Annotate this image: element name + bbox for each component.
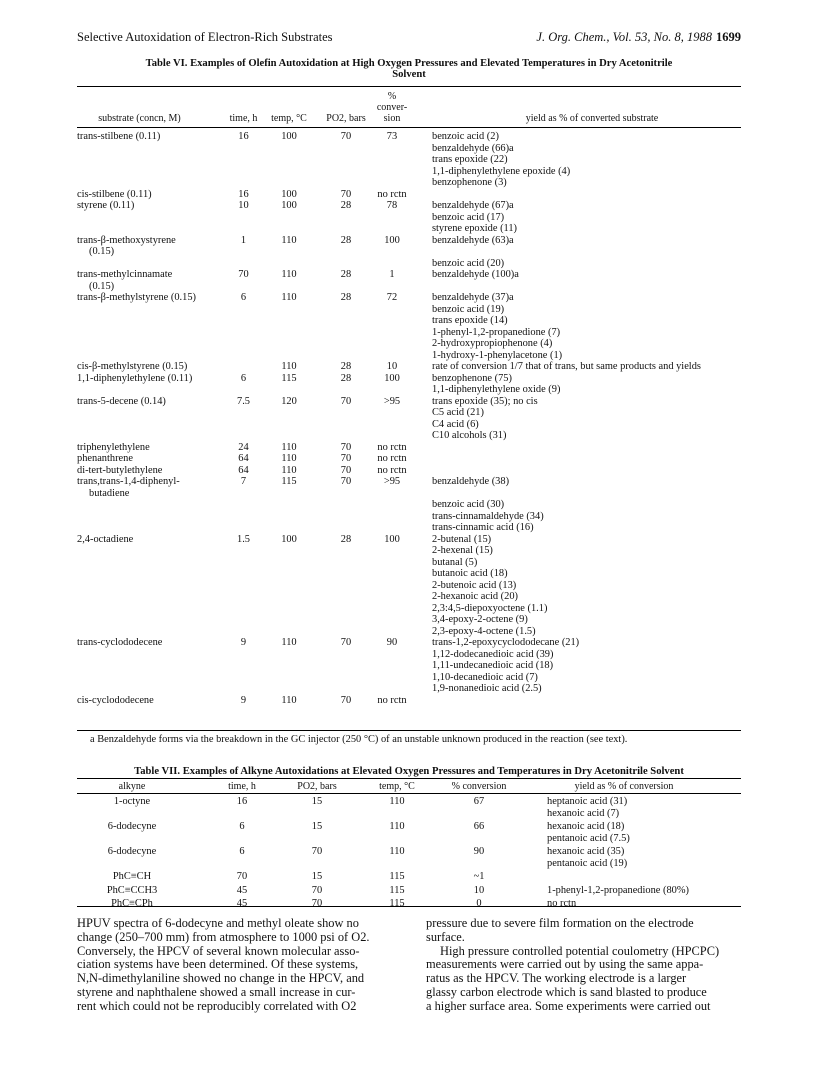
table6-yield-item: trans epoxide (14): [432, 315, 508, 326]
table7-time: 70: [236, 871, 248, 882]
table6-pressure: 70: [340, 131, 352, 142]
running-head-journal: [536, 30, 741, 45]
table6-temp: 120: [281, 395, 297, 407]
table6-substrate: styrene (0.11): [77, 200, 135, 211]
table6-time: 6: [240, 292, 247, 303]
table6-conversion: 78: [386, 200, 398, 211]
table6-yield-item: benzaldehyde (63)a: [432, 234, 514, 246]
table7-pressure: 15: [311, 821, 323, 832]
table6-conversion: 100: [384, 533, 400, 545]
table6-pressure: 70: [340, 637, 352, 648]
table6-temp: 110: [281, 694, 297, 706]
table7-header-alkyne: alkyne: [118, 781, 146, 792]
table6-yield-item: 1-phenyl-1,2-propanedione (7): [432, 326, 561, 338]
table7-pressure: 15: [311, 796, 323, 807]
table6-pressure: 70: [340, 395, 352, 407]
table7-pressure: 70: [311, 846, 323, 857]
table7-pressure: 70: [311, 898, 323, 909]
table6-time: 1.5: [237, 533, 250, 545]
table6-time: 9: [240, 694, 247, 706]
table6-pressure: 28: [340, 533, 352, 545]
table7-header-yield: yield as % of conversion: [574, 781, 674, 792]
table6-substrate: trans-5-decene (0.14): [77, 395, 166, 407]
table6-time: 7: [240, 476, 247, 487]
table6-conversion: 10: [386, 361, 398, 372]
body-text-line: rent which could not be reproducibly correlated with O2: [77, 998, 357, 1013]
table6-temp: 110: [281, 292, 297, 303]
table6-yield-item: benzoic acid (2): [432, 131, 499, 142]
table6-yield-item: 1,12-dodecanedioic acid (39): [432, 648, 554, 660]
table6-conversion: no rctn: [377, 453, 407, 464]
table6-yield-item: benzaldehyde (37)a: [432, 292, 514, 303]
table6-yield-item: 2-butenal (15): [432, 533, 492, 545]
table7-pressure: 15: [311, 871, 323, 882]
table6-substrate: trans-β-methoxystyrene: [77, 234, 176, 246]
table7-header-pressure: PO2, bars: [297, 781, 337, 792]
table7-temp: 110: [389, 796, 405, 807]
table6: [77, 90, 741, 730]
body-text-line: surface.: [426, 929, 465, 944]
table6-pressure: 28: [340, 372, 352, 384]
table6-yield-item: benzoic acid (20): [432, 257, 505, 269]
body-text-line: a higher surface area. Some experiments were carried out: [426, 998, 711, 1013]
table6-yield-item: 1,11-undecanedioic acid (18): [432, 660, 554, 671]
table6-yield-item: C10 alcohols (31): [432, 430, 507, 441]
table6-conversion: 73: [386, 131, 398, 142]
table7-alkyne: 1-octyne: [113, 796, 151, 807]
table6-yield-item: 1,9-nonanedioic acid (2.5): [432, 683, 542, 694]
table7-temp: 115: [389, 871, 405, 882]
table6-time: 16: [238, 131, 249, 142]
table6-time: 10: [238, 200, 249, 211]
table6-temp: 110: [281, 464, 297, 476]
table6-substrate: cis-cyclododecene: [77, 694, 154, 706]
table6-pressure: 28: [340, 234, 352, 246]
table6-substrate: phenanthrene: [77, 453, 133, 464]
table7-alkyne: 6-dodecyne: [107, 846, 157, 857]
table7-time: 6: [239, 821, 245, 832]
table7-time: 45: [236, 884, 248, 896]
table6-caption-line2: Solvent: [392, 69, 426, 80]
table6-bottom-rule: [77, 730, 741, 731]
table6-conversion: no rctn: [377, 441, 407, 453]
table6-yield-item: 2,3-epoxy-4-octene (1.5): [432, 625, 536, 637]
table6-substrate: trans-β-methylstyrene (0.15): [77, 292, 196, 303]
table6-header-substrate: substrate (concn, M): [98, 113, 181, 124]
table6-temp: 110: [281, 441, 297, 453]
table6-pressure: 70: [340, 441, 352, 453]
table7-yield-item: pentanoic acid (19): [547, 857, 628, 869]
table6-time: 64: [238, 464, 249, 476]
table6-substrate: di-tert-butylethylene: [77, 464, 163, 476]
table7-pressure: 70: [311, 884, 323, 896]
table6-yield-item: rate of conversion 1/7 that of trans, but same products and yields: [432, 361, 701, 372]
table6-yield-item: C4 acid (6): [432, 418, 479, 430]
table7-caption: Table VII. Examples of Alkyne Autoxidations at Elevated Oxygen Pressures and Temperatures in Dry Acetonitrile Solvent: [134, 766, 684, 777]
table6-conversion: 72: [386, 292, 398, 303]
table6-header-time: time, h: [229, 113, 258, 124]
body-text-line: measurements were carried out by using the same appa-: [426, 957, 704, 972]
table6-yield-item: benzoic acid (17): [432, 211, 505, 223]
body-text-line: glassy carbon electrode which is sand blasted to produce: [426, 984, 707, 999]
body-text-line: HPUV spectra of 6-dodecyne and methyl oleate show no: [77, 916, 359, 930]
table7-yield-item: pentanoic acid (7.5): [547, 832, 630, 844]
table6-time: 6: [240, 372, 247, 384]
table6-yield-item: 2-hydroxypropiophenone (4): [432, 338, 553, 349]
table7-yield-item: heptanoic acid (31): [547, 796, 628, 807]
table6-yield-item: trans epoxide (35); no cis: [432, 395, 538, 407]
page-number: 1699: [716, 30, 741, 44]
body-text-line: ciation systems have been determined. Of these systems,: [77, 957, 359, 972]
table6-yield-item: 2,3:4,5-diepoxyoctene (1.1): [432, 602, 548, 614]
table6-temp: 110: [281, 453, 297, 464]
table6-yield-item: benzophenone (75): [432, 372, 512, 384]
table6-pressure: 28: [340, 269, 352, 280]
body-text-line: N,N-dimethylaniline showed no change in the HPCV, and: [77, 971, 365, 986]
table6-time: 9: [240, 637, 247, 648]
table6-substrate-continued: (0.15): [89, 280, 115, 292]
table6-temp: 100: [281, 200, 297, 211]
table6-pressure: 70: [340, 464, 352, 476]
table7-header-conversion: % conversion: [451, 781, 507, 792]
table7-time: 16: [236, 796, 248, 807]
table7-temp: 115: [389, 898, 405, 909]
table6-conversion: 100: [384, 234, 400, 246]
table7-conversion: 66: [473, 821, 485, 832]
table6-pressure: 70: [340, 188, 352, 200]
table6-header-yield: yield as % of converted substrate: [525, 113, 659, 124]
body-text-right-column: [426, 917, 743, 1014]
table6-substrate: trans-methylcinnamate: [77, 269, 173, 280]
table6-yield-item: benzaldehyde (67)a: [432, 200, 514, 211]
table7: [77, 780, 741, 910]
table6-pressure: 28: [340, 200, 352, 211]
body-text-line: styrene and naphthalene showed a small increase in cur-: [77, 984, 356, 999]
table6-yield-item: trans-cinnamic acid (16): [432, 522, 534, 533]
body-text-line: Conversely, the HPCV of several known molecular asso-: [77, 943, 360, 958]
table6-pressure: 70: [340, 476, 352, 487]
body-text-line: High pressure controlled potential coulometry (HPCPC): [440, 943, 720, 958]
table6-yield-item: benzoic acid (30): [432, 499, 505, 510]
body-text-left-column: [77, 917, 394, 1014]
table7-yield-item: hexanoic acid (35): [547, 846, 625, 857]
table7-conversion: 0: [476, 898, 482, 909]
table6-temp: 115: [281, 372, 297, 384]
table6-yield-item: 2-butenoic acid (13): [432, 579, 517, 591]
table6-yield-item: styrene epoxide (11): [432, 223, 518, 234]
table7-yield-item: hexanoic acid (7): [547, 807, 620, 819]
body-text-line: ratus as the HPCV. The working electrode is a larger: [426, 971, 687, 986]
table6-time: 16: [238, 188, 249, 200]
table6-caption-line1: Table VI. Examples of Olefin Autoxidation at High Oxygen Pressures and Elevated Temperatures in Dry Acetonitrile: [145, 58, 673, 69]
table6-yield-item: 1-hydroxy-1-phenylacetone (1): [432, 349, 563, 361]
body-text-line: change (250–700 mm) from atmosphere to 1000 psi of O2.: [77, 929, 370, 944]
table6-yield-item: benzophenone (3): [432, 177, 507, 188]
table6-temp: 110: [281, 234, 297, 246]
table6-conversion: >95: [383, 395, 401, 407]
table6-yield-item: trans-cinnamaldehyde (34): [432, 510, 544, 522]
table6-yield-item: benzaldehyde (100)a: [432, 269, 519, 280]
table6-header-conversion-2: conver-: [376, 102, 408, 113]
table7-conversion: 10: [473, 884, 485, 896]
table6-yield-item: C5 acid (21): [432, 407, 484, 418]
table7-temp: 110: [389, 846, 405, 857]
table6-conversion: no rctn: [377, 694, 407, 706]
table6-substrate: trans-stilbene (0.11): [77, 131, 161, 142]
table6-pressure: 70: [340, 694, 352, 706]
table6-substrate-continued: butadiene: [89, 487, 130, 499]
body-text-line: pressure due to severe film formation on the electrode: [426, 916, 694, 930]
table6-footnote: a Benzaldehyde forms via the breakdown in the GC injector (250 °C) of an unstable unknown produced in the reaction (see text).: [90, 734, 628, 745]
table6-substrate: 1,1-diphenylethylene (0.11): [77, 372, 193, 384]
table6-yield-item: 3,4-epoxy-2-octene (9): [432, 614, 528, 625]
running-head-title: Selective Autoxidation of Electron-Rich Substrates: [77, 30, 333, 44]
table6-temp: 100: [281, 131, 297, 142]
table6-yield-item: trans epoxide (22): [432, 154, 508, 165]
table6-time: 70: [238, 269, 249, 280]
table6-temp: 115: [281, 476, 297, 487]
table6-substrate: cis-β-methylstyrene (0.15): [77, 361, 188, 372]
table6-pressure: 28: [340, 361, 352, 372]
table6-conversion: 100: [384, 372, 400, 384]
table6-yield-item: butanoic acid (18): [432, 568, 508, 579]
table7-header-time: time, h: [228, 781, 256, 792]
table6-time: 64: [238, 453, 249, 464]
table7-alkyne: PhC≡CCH3: [106, 884, 158, 896]
table6-pressure: 70: [340, 453, 352, 464]
table6-header-temp: temp, °C: [271, 113, 307, 124]
table6-time: 7.5: [237, 395, 250, 407]
table6-conversion: 1: [389, 269, 395, 280]
table7-temp: 115: [389, 884, 405, 896]
table7-conversion: 67: [473, 796, 485, 807]
table6-temp: 110: [281, 269, 297, 280]
table7-alkyne: PhC≡CH: [112, 871, 152, 882]
table6-conversion: no rctn: [377, 188, 407, 200]
table6-substrate: 2,4-octadiene: [77, 533, 134, 545]
table6-temp: 100: [281, 533, 297, 545]
table6-substrate: triphenylethylene: [77, 441, 150, 453]
table6-pressure: 28: [340, 292, 352, 303]
table7-alkyne: 6-dodecyne: [107, 821, 157, 832]
table6-time: 24: [238, 441, 249, 453]
table7-yield-item: 1-phenyl-1,2-propanedione (80%): [547, 884, 689, 896]
table6-yield-item: 2-hexenal (15): [432, 545, 493, 556]
table6-yield-item: 1,1-diphenylethylene epoxide (4): [432, 165, 571, 177]
table6-substrate: cis-stilbene (0.11): [77, 188, 152, 200]
table6-conversion: >95: [383, 476, 401, 487]
table6-temp: 100: [281, 188, 297, 200]
table7-header-rule: [77, 793, 741, 794]
table6-substrate: trans-cyclododecene: [77, 637, 163, 648]
table6-header-conversion-3: sion: [383, 113, 401, 124]
table7-header-temp: temp, °C: [379, 781, 415, 792]
table6-temp: 110: [281, 361, 297, 372]
table6-yield-item: butanal (5): [432, 556, 478, 568]
table7-conversion: 90: [473, 846, 485, 857]
table6-time: 1: [240, 234, 247, 246]
table6-yield-item: trans-1,2-epoxycyclododecane (21): [432, 637, 580, 648]
table7-top-rule: [77, 778, 741, 779]
table7-temp: 110: [389, 821, 405, 832]
table7-time: 6: [239, 846, 245, 857]
table6-header-conversion-1: %: [387, 91, 397, 102]
table6-temp: 110: [281, 637, 297, 648]
table6-substrate: trans,trans-1,4-diphenyl-: [77, 476, 180, 487]
table6-header-pressure: PO2, bars: [326, 113, 366, 124]
table7-alkyne: PhC≡CPh: [111, 898, 153, 909]
table7-conversion: ~1: [473, 871, 485, 882]
table7-yield-item: hexanoic acid (18): [547, 821, 625, 832]
table6-yield-item: benzaldehyde (66)a: [432, 142, 514, 154]
table7-yield-item: no rctn: [547, 898, 577, 909]
journal-citation: J. Org. Chem., Vol. 53, No. 8, 1988: [536, 30, 712, 44]
table7-time: 45: [236, 898, 248, 909]
table6-yield-item: 2-hexanoic acid (20): [432, 591, 518, 602]
table6-yield-item: 1,10-decanedioic acid (7): [432, 671, 538, 683]
table6-yield-item: benzaldehyde (38): [432, 476, 510, 487]
table6-top-rule: [77, 86, 741, 87]
table6-conversion: 90: [386, 637, 398, 648]
table6-yield-item: 1,1-diphenylethylene oxide (9): [432, 384, 561, 395]
table6-substrate-continued: (0.15): [89, 246, 115, 257]
table6-header-rule: [77, 127, 741, 128]
table6-yield-item: benzoic acid (19): [432, 303, 505, 315]
table6-conversion: no rctn: [377, 464, 407, 476]
